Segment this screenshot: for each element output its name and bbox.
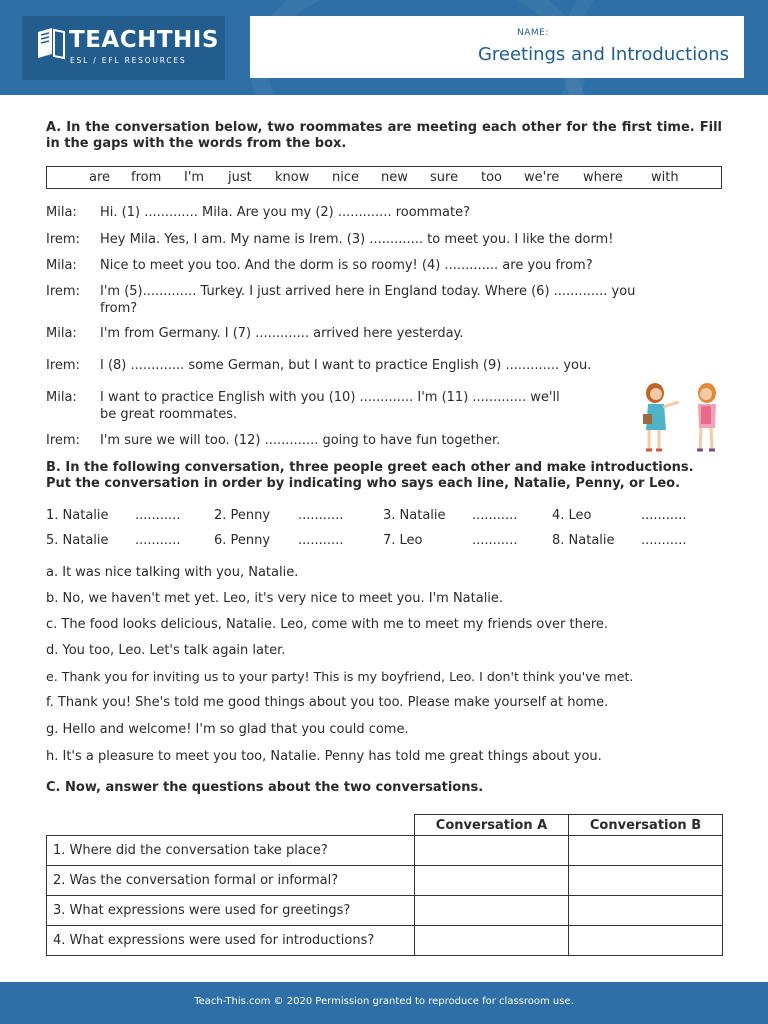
question-cell: 3. What expressions were used for greetings? [47,896,415,926]
word-box-item: nice [332,170,359,185]
dialogue-speaker: Irem: [46,358,80,373]
dialogue-speaker: Irem: [46,284,80,299]
dialogue-line: Hey Mila. Yes, I am. My name is Irem. (3) ............. to meet you. I like the dorm! [100,232,614,247]
word-box-item: I'm [184,170,205,185]
dialogue-line: I want to practice English with you (10) ............. I'm (11) ............. we'll [100,390,560,405]
dialogue-line: be great roommates. [100,407,238,422]
answer-cell[interactable] [415,926,569,956]
answer-cell[interactable] [569,896,723,926]
dialogue-speaker: Irem: [46,232,80,247]
header-banner [0,0,768,95]
answer-cell[interactable] [569,866,723,896]
order-label: 5. Natalie [46,533,109,548]
word-box-item: we're [524,170,560,185]
word-box-item: know [275,170,310,185]
questions-table [46,814,723,956]
dialogue-line: Nice to meet you too. And the dorm is so roomy! (4) ............. are you from? [100,258,593,273]
dialogue-speaker: Mila: [46,258,77,273]
word-box-item: sure [430,170,459,185]
footer-text: Teach-This.com © 2020 Permission granted to reproduce for classroom use. [194,996,574,1007]
order-label: 3. Natalie [383,508,446,523]
section-b-instruction: Put the conversation in order by indicating who says each line, Natalie, Penny, or Leo. [46,476,681,491]
word-box-item: are [89,170,111,185]
conversation-line: g. Hello and welcome! I'm so glad that you could come. [46,722,409,737]
word-box-item: from [131,170,162,185]
answer-cell[interactable] [569,836,723,866]
word-box [46,166,722,189]
word-box-item: where [583,170,623,185]
dialogue-line: Hi. (1) ............. Mila. Are you my (2) ............. roommate? [100,205,470,220]
dialogue-speaker: Mila: [46,205,77,220]
conversation-line: e. Thank you for inviting us to your party! This is my boyfriend, Leo. I don't think you've met. [46,669,634,684]
word-box-item: just [228,170,252,185]
page-title: Greetings and Introductions [477,44,729,65]
conversation-line: d. You too, Leo. Let's talk again later. [46,643,286,658]
section-c-instruction: C. Now, answer the questions about the two conversations. [46,780,484,795]
word-box-item: too [481,170,503,185]
dialogue-line: I'm (5)............. Turkey. I just arrived here in England today. Where (6) ............. you [100,284,636,299]
question-cell: 4. What expressions were used for introductions? [47,926,415,956]
conversation-line: f. Thank you! She's told me good things about you too. Please make yourself at home. [46,695,609,710]
table-corner [47,815,415,836]
conversation-line: a. It was nice talking with you, Natalie. [46,565,299,580]
conversation-line: c. The food looks delicious, Natalie. Leo, come with me to meet my friends over there. [46,617,609,632]
table-row [47,866,723,896]
table-row [47,836,723,866]
dialogue-speaker: Mila: [46,390,77,405]
conversation-line: b. No, we haven't met yet. Leo, it's very nice to meet you. I'm Natalie. [46,591,504,606]
order-blank: ........... [472,533,518,548]
order-label: 1. Natalie [46,508,109,523]
dialogue-speaker: Irem: [46,433,80,448]
word-box-item: with [651,170,679,185]
dialogue-speaker: Mila: [46,326,77,341]
logo-subtitle: ESL / EFL RESOURCES [70,56,187,65]
answer-cell[interactable] [415,836,569,866]
table-row [47,896,723,926]
section-a-instruction: A. In the conversation below, two roommates are meeting each other for the first time. Fill in the gaps with the words from the box. [46,120,722,151]
dialogue-line: I'm from Germany. I (7) ............. arrived here yesterday. [100,326,464,341]
answer-cell[interactable] [415,866,569,896]
column-header: Conversation A [415,815,569,836]
column-header: Conversation B [569,815,723,836]
order-label: 2. Penny [214,508,271,523]
order-label: 6. Penny [214,533,271,548]
order-blank: ........... [135,508,181,523]
answer-cell[interactable] [415,896,569,926]
dialogue-line: I (8) ............. some German, but I want to practice English (9) ............. you. [100,358,592,373]
book-icon [36,26,66,60]
dialogue-line: I'm sure we will too. (12) ............. going to have fun together. [100,433,501,448]
question-cell: 2. Was the conversation formal or informal? [47,866,415,896]
logo-text: TEACHTHIS [69,27,219,53]
table-header-row [47,815,723,836]
word-box-item: new [381,170,408,185]
answer-cell[interactable] [569,926,723,956]
conversation-line: h. It's a pleasure to meet you too, Natalie. Penny has told me great things about you. [46,749,602,764]
order-label: 4. Leo [552,508,592,523]
footer-banner [0,982,768,1024]
order-blank: ........... [641,533,687,548]
order-blank: ........... [472,508,518,523]
logo [22,16,225,80]
order-blank: ........... [298,533,344,548]
question-cell: 1. Where did the conversation take place? [47,836,415,866]
order-blank: ........... [641,508,687,523]
section-b-instruction: B. In the following conversation, three people greet each other and make introductions. [46,460,694,475]
table-row [47,926,723,956]
order-label: 7. Leo [383,533,423,548]
order-blank: ........... [135,533,181,548]
dialogue-line: from? [100,301,138,316]
name-label: NAME: [517,28,549,38]
order-label: 8. Natalie [552,533,615,548]
order-blank: ........... [298,508,344,523]
two-girls-illustration [635,380,727,452]
